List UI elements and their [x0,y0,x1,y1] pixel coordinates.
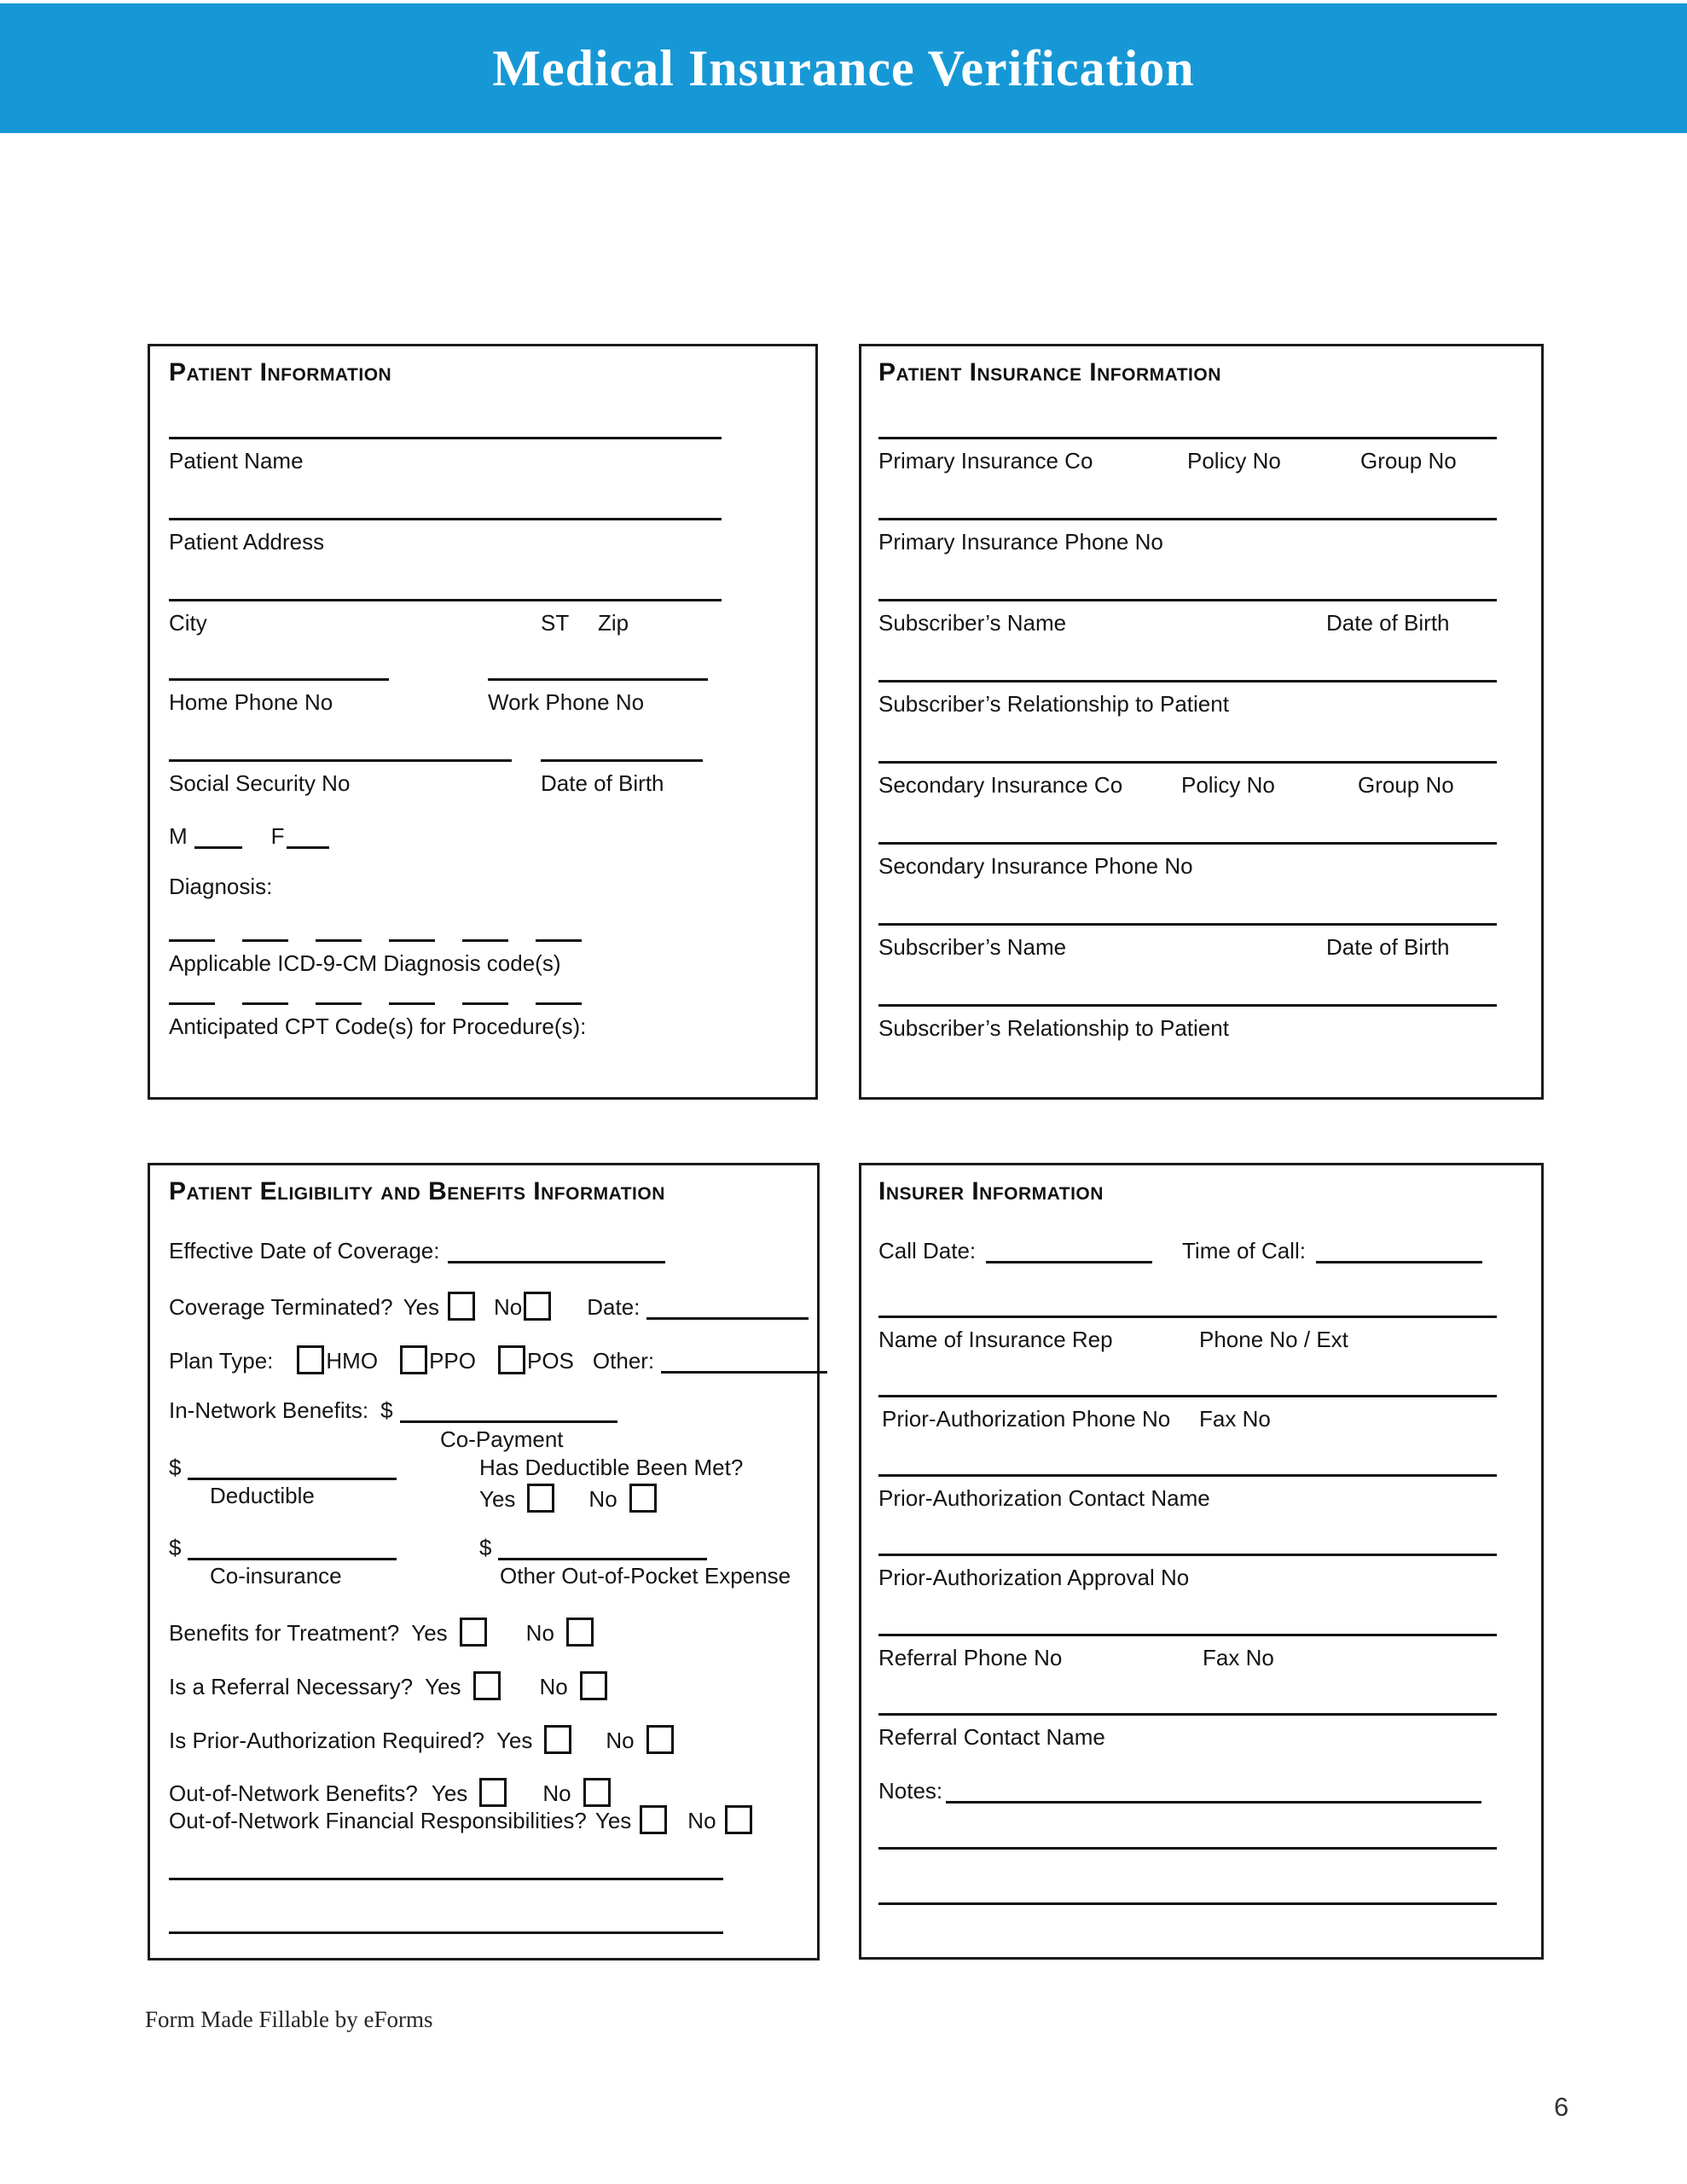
male-label: M [169,823,188,849]
group-no-label: Group No [1358,772,1454,798]
effective-date-label: Effective Date of Coverage: [169,1238,440,1263]
referral-phone-field[interactable] [878,1634,1497,1636]
phone-ext-label: Phone No / Ext [1199,1327,1348,1352]
work-phone-field[interactable] [488,678,708,681]
primary-insurance-phone-field[interactable] [878,518,1497,520]
cpt-code-field[interactable] [389,1002,435,1005]
ssn-field[interactable] [169,759,512,762]
yes-label: Yes [431,1780,468,1806]
fax-no-label: Fax No [1203,1645,1274,1670]
time-of-call-label: Time of Call: [1182,1238,1306,1263]
header-banner [0,3,1687,133]
coverage-terminated-yes-checkbox[interactable] [448,1292,475,1321]
cpt-code-field[interactable] [462,1002,508,1005]
male-field[interactable] [194,846,242,849]
deductible-met-yes-checkbox[interactable] [527,1484,554,1513]
prior-auth-contact-label: Prior-Authorization Contact Name [878,1485,1210,1511]
plan-other-label: Other: [592,1348,655,1374]
time-of-call-field[interactable] [1316,1261,1482,1263]
icd-code-field[interactable] [242,939,288,942]
yes-label: Yes [403,1294,439,1320]
yes-label: Yes [425,1674,461,1699]
insurance-rep-field[interactable] [878,1316,1497,1318]
oon-financial-yes-checkbox[interactable] [640,1805,667,1834]
eligibility-notes-line-2[interactable] [169,1931,723,1934]
icd-code-field[interactable] [316,939,362,942]
deductible-met-no-checkbox[interactable] [629,1484,657,1513]
work-phone-label: Work Phone No [488,689,645,715]
dollar-label: $ [380,1397,393,1423]
oon-benefits-no-checkbox[interactable] [583,1778,611,1807]
termination-date-label: Date: [587,1294,641,1320]
no-label: No [687,1808,716,1833]
in-network-copay-field[interactable] [400,1420,617,1423]
plan-pos-checkbox[interactable] [498,1345,525,1374]
icd-code-field[interactable] [462,939,508,942]
subscriber-name-label: Subscriber’s Name [878,610,1067,636]
no-label: No [606,1728,635,1753]
yes-label: Yes [411,1620,448,1646]
coinsurance-amount-field[interactable] [188,1558,397,1560]
group-no-label: Group No [1360,448,1457,473]
ssn-label: Social Security No [169,770,351,796]
notes-label: Notes: [878,1778,943,1804]
cpt-label: Anticipated CPT Code(s) for Procedure(s): [169,1014,587,1039]
home-phone-field[interactable] [169,678,389,681]
prior-auth-required-yes-checkbox[interactable] [544,1725,571,1754]
primary-insurance-phone-label: Primary Insurance Phone No [878,529,1163,555]
home-phone-label: Home Phone No [169,689,333,715]
eligibility-notes-line-1[interactable] [169,1878,723,1880]
patient-name-field[interactable] [169,437,722,439]
has-deductible-label: Has Deductible Been Met? [479,1455,744,1480]
insurance-rep-label: Name of Insurance Rep [878,1327,1113,1352]
deductible-label: Deductible [210,1483,315,1508]
patient-address-label: Patient Address [169,529,325,555]
subscriber-name-label: Subscriber’s Name [878,934,1067,960]
dob-label: Date of Birth [541,770,664,796]
cpt-code-field[interactable] [242,1002,288,1005]
icd-label: Applicable ICD-9-CM Diagnosis code(s) [169,950,561,976]
prior-auth-required-label: Is Prior-Authorization Required? [169,1728,484,1753]
benefits-treatment-yes-checkbox[interactable] [460,1618,487,1647]
ppo-label: PPO [429,1348,476,1374]
coverage-terminated-label: Coverage Terminated? [169,1294,393,1320]
yes-label: Yes [496,1728,533,1753]
plan-ppo-checkbox[interactable] [400,1345,427,1374]
oop-label: Other Out-of-Pocket Expense [500,1563,791,1589]
plan-hmo-checkbox[interactable] [297,1345,324,1374]
eligibility-benefits-section [148,1163,820,1960]
referral-necessary-no-checkbox[interactable] [580,1671,607,1700]
prior-auth-contact-field[interactable] [878,1474,1497,1477]
subscriber-relationship-label: Subscriber’s Relationship to Patient [878,1015,1229,1041]
effective-date-field[interactable] [448,1261,665,1263]
city-st-zip-field[interactable] [169,599,722,601]
patient-address-field[interactable] [169,518,722,520]
cpt-code-field[interactable] [536,1002,582,1005]
no-label: No [542,1780,571,1806]
dollar-label: $ [169,1455,182,1480]
referral-phone-label: Referral Phone No [878,1645,1063,1670]
primary-insurance-co-label: Primary Insurance Co [878,448,1093,473]
pos-label: POS [526,1348,574,1374]
policy-no-label: Policy No [1181,772,1275,798]
zip-label: Zip [598,610,629,636]
notes-field-1[interactable] [946,1801,1481,1804]
oon-financial-no-checkbox[interactable] [725,1805,752,1834]
secondary-insurance-phone-label: Secondary Insurance Phone No [878,853,1193,879]
oop-amount-field[interactable] [498,1558,707,1560]
female-label: F [270,823,285,849]
secondary-subscriber-relationship-field[interactable] [878,1004,1497,1007]
city-label: City [169,610,207,636]
referral-necessary-yes-checkbox[interactable] [473,1671,501,1700]
prior-auth-approval-field[interactable] [878,1554,1497,1556]
cpt-code-field[interactable] [316,1002,362,1005]
benefits-treatment-no-checkbox[interactable] [566,1618,594,1647]
dollar-label: $ [479,1535,492,1560]
dob-label: Date of Birth [1326,610,1450,636]
yes-label: Yes [594,1808,632,1833]
patient-name-label: Patient Name [169,448,304,473]
secondary-subscriber-name-field[interactable] [878,923,1497,926]
dob-field[interactable] [541,759,703,762]
notes-field-2[interactable] [878,1847,1497,1850]
section-title: Patient Insurance Information [878,358,1221,386]
primary-insurance-field[interactable] [878,437,1497,439]
oon-financial-label: Out-of-Network Financial Responsibilities? [169,1808,587,1833]
icd-code-field[interactable] [389,939,435,942]
prior-auth-phone-field[interactable] [878,1395,1497,1397]
plan-other-field[interactable] [661,1371,827,1374]
co-payment-label: Co-Payment [440,1426,564,1452]
cpt-code-field[interactable] [169,1002,215,1005]
no-label: No [539,1674,568,1699]
section-title: Patient Eligibility and Benefits Information [169,1177,665,1205]
secondary-insurance-co-label: Secondary Insurance Co [878,772,1123,798]
primary-subscriber-name-field[interactable] [878,599,1497,601]
fax-no-label: Fax No [1199,1406,1271,1432]
state-label: ST [541,610,570,636]
primary-subscriber-relationship-field[interactable] [878,680,1497,682]
call-date-field[interactable] [986,1261,1152,1263]
referral-contact-label: Referral Contact Name [878,1724,1105,1750]
prior-auth-required-no-checkbox[interactable] [646,1725,674,1754]
footer-note: Form Made Fillable by eForms [145,2007,433,2032]
patient-insurance-section [859,344,1544,1100]
prior-auth-approval-label: Prior-Authorization Approval No [878,1565,1190,1590]
call-date-label: Call Date: [878,1238,977,1263]
secondary-insurance-field[interactable] [878,761,1497,764]
secondary-insurance-phone-field[interactable] [878,842,1497,845]
section-title: Patient Information [169,358,392,386]
plan-type-label: Plan Type: [169,1348,274,1374]
termination-date-field[interactable] [646,1317,809,1320]
no-label: No [525,1620,554,1646]
coverage-terminated-no-checkbox[interactable] [524,1292,551,1321]
prior-auth-phone-label: Prior-Authorization Phone No [882,1406,1171,1432]
oon-benefits-yes-checkbox[interactable] [479,1778,507,1807]
in-network-benefits-label: In-Network Benefits: [169,1397,369,1423]
diagnosis-label: Diagnosis: [169,874,273,899]
insurer-information-section [859,1163,1544,1960]
policy-no-label: Policy No [1187,448,1281,473]
no-label: No [588,1486,617,1512]
female-field[interactable] [287,846,329,849]
subscriber-relationship-label: Subscriber’s Relationship to Patient [878,691,1229,717]
cpt-code-fields [169,1002,582,1005]
dollar-label: $ [169,1535,182,1560]
referral-necessary-label: Is a Referral Necessary? [169,1674,414,1699]
no-label: No [494,1294,523,1320]
section-title: Insurer Information [878,1177,1104,1205]
page-title: Medical Insurance Verification [492,39,1195,96]
yes-label: Yes [479,1486,516,1512]
oon-benefits-label: Out-of-Network Benefits? [169,1780,418,1806]
deductible-amount-field[interactable] [188,1478,397,1480]
referral-contact-field[interactable] [878,1713,1497,1716]
co-insurance-label: Co-insurance [210,1563,342,1589]
icd-code-field[interactable] [536,939,582,942]
patient-information-section [148,344,818,1100]
icd-code-fields [169,939,582,942]
dob-label: Date of Birth [1326,934,1450,960]
notes-field-3[interactable] [878,1902,1497,1905]
icd-code-field[interactable] [169,939,215,942]
page-number: 6 [1554,2092,1569,2122]
hmo-label: HMO [326,1348,379,1374]
benefits-treatment-label: Benefits for Treatment? [169,1620,400,1646]
